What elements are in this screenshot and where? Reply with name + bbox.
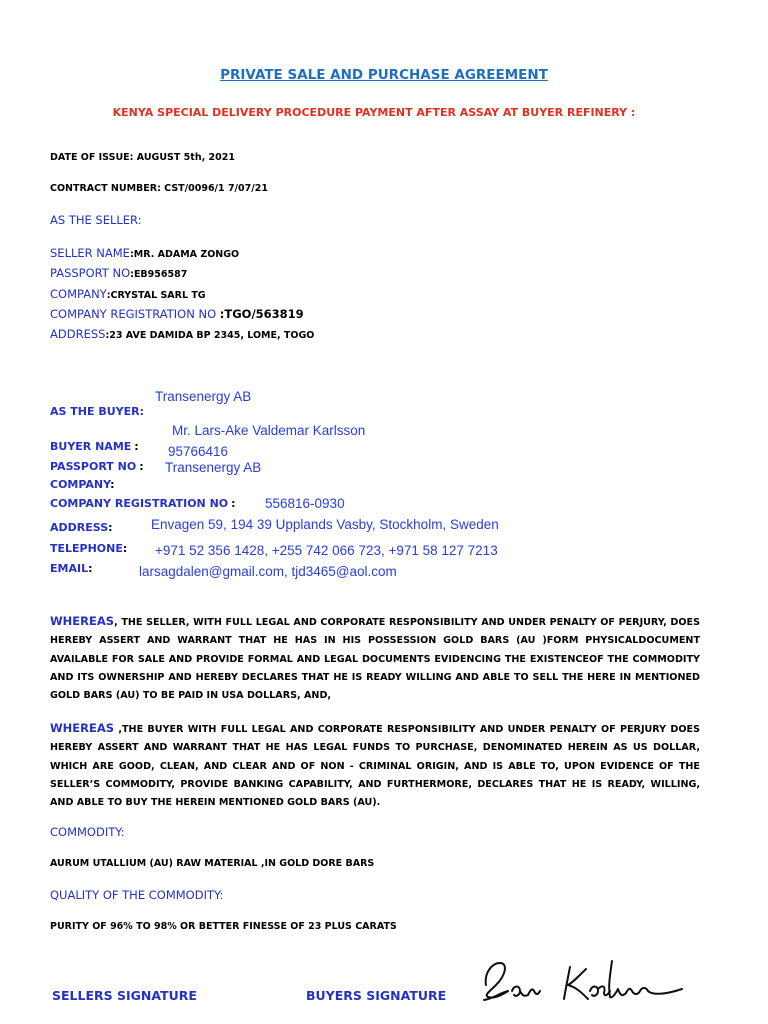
buyer-address-colon: :	[108, 521, 113, 534]
seller-heading: AS THE SELLER:	[50, 213, 142, 227]
seller-address-value: :23 AVE DAMIDA BP 2345, LOME, TOGO	[105, 330, 315, 341]
contract-number: CONTRACT NUMBER: CST/0096/1 7/07/21	[50, 183, 268, 194]
buyer-email-colon: :	[88, 562, 93, 575]
seller-company-value: :CRYSTAL SARL TG	[106, 290, 206, 301]
seller-passport-row	[50, 266, 187, 280]
buyer-email-label-row	[50, 562, 92, 575]
buyer-company-filled-top: Transenergy AB	[155, 389, 252, 404]
buyer-company-label-row	[50, 478, 115, 491]
whereas-seller-text: , THE SELLER, WITH FULL LEGAL AND CORPORATE RESPONSIBILITY AND UNDER PENALTY OF PERJURY, DOES HEREBY ASSERT AND WARRANT THAT HE HAS IN HIS POSSESSION GOLD BARS (AU )FORM PHYSICALDOCUMENT AVAILABLE FOR SALE AND PROVIDE FORMAL AND LEGAL DOCUMENTS EVIDENCING THE EXISTENCEOF THE COMMODITY AND ITS OWNERSHIP AND HEREBY DECLARES THAT HE IS READY WILLING AND ABLE TO SELL THE HERE IN MENTIONED GOLD BARS (AU) TO BE PAID IN USA DOLLARS, AND,	[50, 617, 700, 702]
buyer-handwritten-signature	[478, 955, 688, 1010]
buyer-passport-label-row	[50, 460, 144, 473]
seller-passport-value: :EB956587	[130, 269, 188, 280]
seller-address-row	[50, 327, 314, 341]
seller-passport-label: PASSPORT NO	[50, 266, 131, 280]
seller-company-row	[50, 287, 206, 301]
buyer-company-filled: Transenergy AB	[165, 460, 262, 475]
buyer-passport-filled: 95766416	[168, 444, 229, 459]
seller-name-row	[50, 246, 239, 260]
buyer-registration-label: COMPANY REGISTRATION NO	[50, 497, 229, 510]
buyer-company-label: COMPANY	[50, 478, 111, 491]
buyer-telephone-label-row	[50, 542, 127, 555]
buyer-address-label: ADDRESS	[50, 521, 109, 534]
buyer-heading: AS THE BUYER:	[50, 405, 144, 418]
buyer-name-colon: :	[134, 440, 139, 453]
quality-heading: QUALITY OF THE COMMODITY:	[50, 888, 224, 902]
commodity-heading: COMMODITY:	[50, 825, 125, 839]
buyer-telephone-filled: +971 52 356 1428, +255 742 066 723, +971 58 127 7213	[155, 543, 498, 558]
whereas-buyer-text: ,THE BUYER WITH FULL LEGAL AND CORPORATE RESPONSIBILITY AND UNDER PENALTY OF PERJURY DOES HEREBY ASSERT AND WARRANT THAT HE HAS LEGAL FUNDS TO PURCHASE, DENOMINATED HEREIN AS US DOLLAR, WHICH ARE GOOD, CLEAN, AND CLEAR AND OF NON - CRIMINAL ORIGIN, AND IS ABLE TO, UPON EVIDENCE OF THE SELLER’S COMMODITY, PROVIDE BANKING CAPABILITY, AND FURTHERMORE, DECLARES THAT HE IS READY, WILLING, AND ABLE TO BUY THE HEREIN MENTIONED GOLD BARS (AU).	[50, 724, 700, 809]
document-title: PRIVATE SALE AND PURCHASE AGREEMENT	[220, 67, 548, 83]
buyer-email-filled: larsagdalen@gmail.com, tjd3465@aol.com	[139, 564, 397, 579]
buyer-name-label: BUYER NAME	[50, 440, 132, 453]
commodity-text: AURUM UTALLIUM (AU) RAW MATERIAL ,IN GOLD DORE BARS	[50, 858, 375, 869]
document-subtitle: KENYA SPECIAL DELIVERY PROCEDURE PAYMENT AFTER ASSAY AT BUYER REFINERY :	[112, 106, 636, 119]
seller-address-label: ADDRESS	[50, 327, 106, 341]
buyer-company-colon: :	[110, 478, 115, 491]
whereas-buyer-clause	[50, 719, 700, 812]
seller-registration-label: COMPANY REGISTRATION NO	[50, 307, 220, 321]
date-of-issue: DATE OF ISSUE: AUGUST 5th, 2021	[50, 152, 235, 163]
buyer-email-label: EMAIL	[50, 562, 89, 575]
buyer-registration-colon: :	[231, 497, 236, 510]
buyer-address-filled: Envagen 59, 194 39 Upplands Vasby, Stockholm, Sweden	[151, 517, 499, 532]
seller-name-value: :MR. ADAMA ZONGO	[129, 249, 240, 260]
buyer-name-filled: Mr. Lars-Ake Valdemar Karlsson	[172, 423, 366, 438]
buyer-address-label-row	[50, 521, 113, 534]
buyer-registration-label-row	[50, 497, 236, 510]
buyers-signature-label: BUYERS SIGNATURE	[306, 988, 447, 1003]
buyer-name-label-row	[50, 440, 139, 453]
sellers-signature-label: SELLERS SIGNATURE	[52, 988, 197, 1003]
seller-registration-row	[50, 307, 304, 321]
buyer-passport-colon: :	[139, 460, 144, 473]
whereas-seller-clause	[50, 612, 700, 705]
whereas-seller-lead: WHEREAS	[50, 614, 115, 628]
seller-name-label: SELLER NAME	[50, 246, 130, 260]
whereas-buyer-lead: WHEREAS	[50, 721, 115, 735]
buyer-telephone-label: TELEPHONE	[50, 542, 123, 555]
buyer-passport-label: PASSPORT NO	[50, 460, 137, 473]
seller-registration-value: :TGO/563819	[219, 307, 304, 321]
buyer-registration-filled: 556816-0930	[265, 496, 345, 511]
seller-company-label: COMPANY	[50, 287, 107, 301]
buyer-telephone-colon: :	[122, 542, 128, 555]
quality-text: PURITY OF 96% TO 98% OR BETTER FINESSE OF 23 PLUS CARATS	[50, 921, 397, 932]
